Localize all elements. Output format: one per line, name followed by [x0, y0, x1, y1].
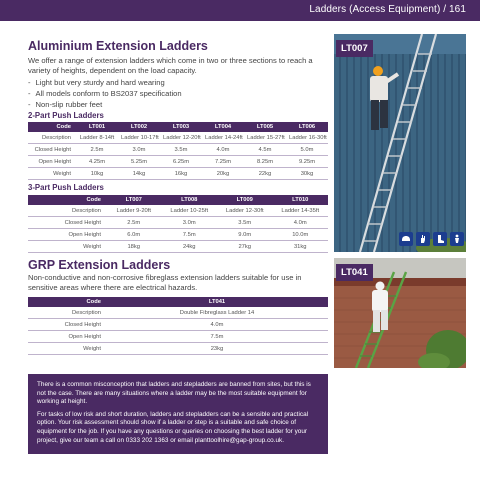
- note-paragraph: For tasks of low risk and short duration, ladders and stepladders can be a sensible and practical option. Your risk assessment should show if a ladder or step is a suitable and safe choice of equipment for the job. If you have any questions or queries on choosing the best ladder for your project, give our team a call on 0333 202 1363 or email planttoolhire@gap-group.co.uk.: [37, 410, 309, 444]
- column-header-label: Code: [28, 297, 106, 307]
- row-label: Closed Height: [28, 319, 106, 331]
- feature-item: - Non-slip rubber feet: [28, 99, 182, 110]
- table-header-row: [28, 195, 328, 205]
- table-cell: 14kg: [118, 168, 160, 180]
- header-bar: [0, 0, 480, 21]
- table-row: [28, 307, 328, 319]
- table-cell: 23kg: [106, 343, 328, 355]
- row-label: Closed Height: [28, 144, 76, 156]
- table-cell: 20kg: [202, 168, 244, 180]
- table-cell: 3.5m: [217, 217, 273, 229]
- column-header: LT005: [244, 122, 286, 132]
- table-cell: 2.5m: [76, 144, 118, 156]
- table-row: [28, 343, 328, 355]
- table-row: [28, 217, 328, 229]
- aluminium-intro-text: We offer a range of extension ladders which come in two or three sections to reach a variety of heights, dependent on the load capacity.: [28, 56, 313, 75]
- table-row: [28, 205, 328, 217]
- ppe-icons: [399, 232, 464, 246]
- table-cell: 4.0m: [202, 144, 244, 156]
- table-cell: 6.25m: [160, 156, 202, 168]
- table-row: [28, 132, 328, 144]
- table-cell: 3.0m: [118, 144, 160, 156]
- table-row: [28, 156, 328, 168]
- table-header-row: [28, 122, 328, 132]
- grp-title: GRP Extension Ladders: [28, 258, 171, 272]
- feature-item: - All models conform to BS2037 specification: [28, 88, 182, 99]
- row-label: Open Height: [28, 331, 106, 343]
- table-cell: 5.0m: [286, 144, 328, 156]
- grp-intro: [28, 273, 328, 293]
- table-cell: 10.0m: [273, 229, 329, 241]
- ladder-scene-illustration: [334, 34, 466, 252]
- row-label: Open Height: [28, 229, 106, 241]
- table-cell: Double Fibreglass Ladder 14: [106, 307, 328, 319]
- row-label: Closed Height: [28, 217, 106, 229]
- grp-table: [28, 297, 328, 355]
- table-cell: 7.25m: [202, 156, 244, 168]
- lt007-badge: LT007: [336, 40, 373, 57]
- table-row: [28, 168, 328, 180]
- table-cell: 18kg: [106, 241, 162, 253]
- column-header: LT006: [286, 122, 328, 132]
- three-part-table: [28, 195, 328, 253]
- table-cell: 6.0m: [106, 229, 162, 241]
- table-cell: Ladder 8-14ft: [76, 132, 118, 144]
- column-header: LT001: [76, 122, 118, 132]
- harness-icon: [450, 232, 464, 246]
- table-cell: 27kg: [217, 241, 273, 253]
- table-cell: Ladder 10-25ft: [162, 205, 218, 217]
- page-header-title: Ladders (Access Equipment) / 161: [309, 4, 466, 15]
- table-cell: 2.5m: [106, 217, 162, 229]
- table-cell: Ladder 14-24ft: [202, 132, 244, 144]
- grp-intro-text: Non-conductive and non-corrosive fibreglass extension ladders suitable for use in sensitive areas where there are electrical hazards.: [28, 273, 302, 292]
- table-row: [28, 229, 328, 241]
- gloves-icon: [416, 232, 430, 246]
- column-header: LT002: [118, 122, 160, 132]
- column-header-label: Code: [28, 122, 76, 132]
- column-header: LT007: [106, 195, 162, 205]
- table-cell: 30kg: [286, 168, 328, 180]
- table-cell: Ladder 9-20ft: [106, 205, 162, 217]
- column-header: LT041: [106, 297, 328, 307]
- table-cell: 7.5m: [106, 331, 328, 343]
- note-paragraph: There is a common misconception that ladders and stepladders are banned from sites, but this is not the case. There are many situations where a ladder may be the most suitable equipment for working at height.: [37, 381, 311, 406]
- table-cell: Ladder 12-20ft: [160, 132, 202, 144]
- feature-item: - Light but very sturdy and hard wearing: [28, 77, 182, 88]
- column-header: LT010: [273, 195, 329, 205]
- row-label: Open Height: [28, 156, 76, 168]
- table-cell: Ladder 12-30ft: [217, 205, 273, 217]
- table-cell: 4.5m: [244, 144, 286, 156]
- hard-hat-icon: [399, 232, 413, 246]
- table-cell: Ladder 14-35ft: [273, 205, 329, 217]
- column-header: LT004: [202, 122, 244, 132]
- table-cell: 4.0m: [106, 319, 328, 331]
- table-cell: 4.25m: [76, 156, 118, 168]
- table-cell: 31kg: [273, 241, 329, 253]
- column-header: LT009: [217, 195, 273, 205]
- table-cell: 10kg: [76, 168, 118, 180]
- table-row: [28, 241, 328, 253]
- row-label: Weight: [28, 241, 106, 253]
- table-cell: 3.5m: [160, 144, 202, 156]
- aluminium-title: Aluminium Extension Ladders: [28, 39, 208, 53]
- table-header-row: [28, 297, 328, 307]
- table-row: [28, 331, 328, 343]
- row-label: Description: [28, 205, 106, 217]
- row-label: Weight: [28, 168, 76, 180]
- three-part-title: 3-Part Push Ladders: [28, 183, 104, 192]
- table-cell: 24kg: [162, 241, 218, 253]
- table-cell: 9.0m: [217, 229, 273, 241]
- table-row: [28, 144, 328, 156]
- table-cell: 3.0m: [162, 217, 218, 229]
- table-cell: 7.5m: [162, 229, 218, 241]
- row-label: Weight: [28, 343, 106, 355]
- two-part-table: [28, 122, 328, 180]
- table-cell: 16kg: [160, 168, 202, 180]
- table-cell: 8.25m: [244, 156, 286, 168]
- column-header: LT003: [160, 122, 202, 132]
- table-cell: 22kg: [244, 168, 286, 180]
- table-cell: Ladder 10-17ft: [118, 132, 160, 144]
- column-header-label: Code: [28, 195, 106, 205]
- info-note-box: [28, 374, 328, 454]
- table-cell: Ladder 15-27ft: [244, 132, 286, 144]
- row-label: Description: [28, 132, 76, 144]
- table-cell: 4.0m: [273, 217, 329, 229]
- row-label: Description: [28, 307, 106, 319]
- column-header: LT008: [162, 195, 218, 205]
- lt041-badge: LT041: [336, 264, 373, 281]
- aluminium-intro: [28, 56, 328, 76]
- table-cell: 5.25m: [118, 156, 160, 168]
- table-cell: Ladder 16-30ft: [286, 132, 328, 144]
- aluminium-ladder-photo: [334, 34, 466, 252]
- table-cell: 9.25m: [286, 156, 328, 168]
- two-part-title: 2-Part Push Ladders: [28, 111, 104, 120]
- table-row: [28, 319, 328, 331]
- feature-list: [28, 77, 182, 110]
- boots-icon: [433, 232, 447, 246]
